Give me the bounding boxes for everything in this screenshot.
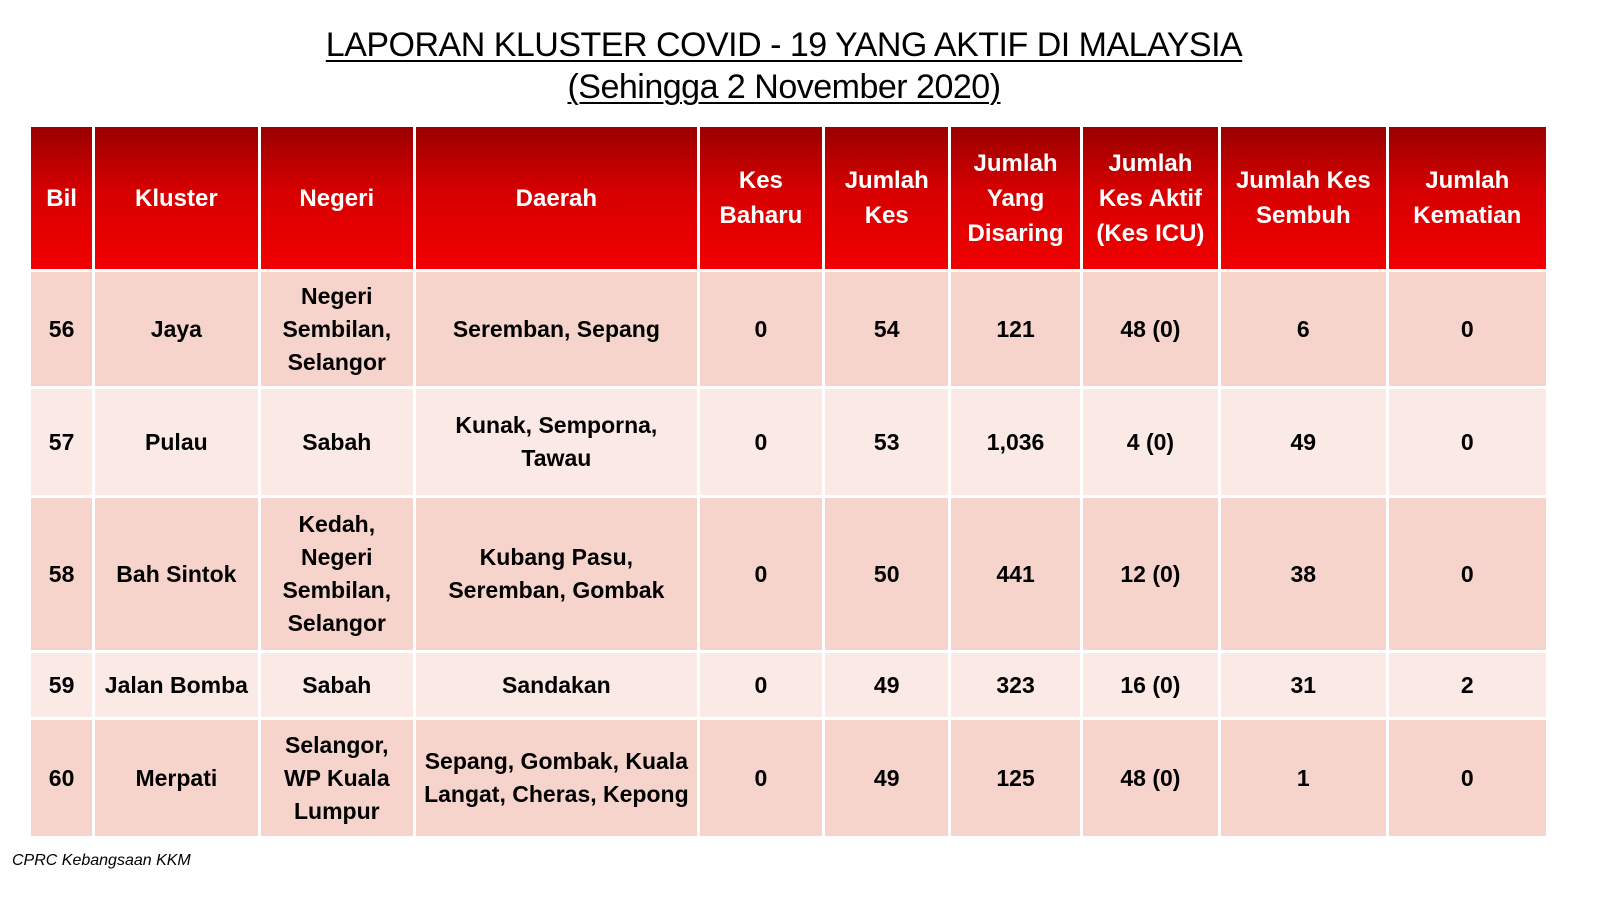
header-kes-sembuh: Jumlah Kes Sembuh xyxy=(1221,127,1385,269)
cell-kes-aktif: 48 (0) xyxy=(1083,272,1218,386)
cell-kluster: Merpati xyxy=(95,720,257,836)
table-row xyxy=(31,389,1546,495)
cell-jumlah-kes: 49 xyxy=(825,720,948,836)
cell-kes-baharu: 0 xyxy=(700,498,822,650)
title-line-2: (Sehingga 2 November 2020) xyxy=(567,68,1001,106)
report-title xyxy=(0,24,1568,108)
cell-jumlah-kes: 49 xyxy=(825,653,948,717)
header-jumlah-disaring: Jumlah Yang Disaring xyxy=(951,127,1079,269)
cell-kes-aktif: 16 (0) xyxy=(1083,653,1218,717)
header-daerah: Daerah xyxy=(416,127,697,269)
cell-kematian: 0 xyxy=(1389,389,1546,495)
cell-daerah: Kunak, Semporna, Tawau xyxy=(416,389,697,495)
cell-negeri: Kedah, Negeri Sembilan, Selangor xyxy=(261,498,413,650)
cell-kes-aktif: 48 (0) xyxy=(1083,720,1218,836)
cell-jumlah-disaring: 1,036 xyxy=(951,389,1079,495)
cell-jumlah-disaring: 125 xyxy=(951,720,1079,836)
cluster-table xyxy=(28,124,1549,839)
cell-negeri: Sabah xyxy=(261,389,413,495)
header-bil: Bil xyxy=(31,127,92,269)
cell-kematian: 0 xyxy=(1389,272,1546,386)
cell-daerah: Seremban, Sepang xyxy=(416,272,697,386)
cell-bil: 59 xyxy=(31,653,92,717)
header-kes-aktif: Jumlah Kes Aktif (Kes ICU) xyxy=(1083,127,1218,269)
cell-kluster: Jaya xyxy=(95,272,257,386)
cell-negeri: Negeri Sembilan, Selangor xyxy=(261,272,413,386)
cell-daerah: Kubang Pasu, Seremban, Gombak xyxy=(416,498,697,650)
cell-bil: 56 xyxy=(31,272,92,386)
cell-jumlah-kes: 50 xyxy=(825,498,948,650)
header-kluster: Kluster xyxy=(95,127,257,269)
cell-jumlah-disaring: 441 xyxy=(951,498,1079,650)
table-row xyxy=(31,720,1546,836)
cell-kematian: 0 xyxy=(1389,720,1546,836)
cell-daerah: Sepang, Gombak, Kuala Langat, Cheras, Kepong xyxy=(416,720,697,836)
header-row xyxy=(31,127,1546,269)
header-kes-baharu: Kes Baharu xyxy=(700,127,822,269)
header-kematian: Jumlah Kematian xyxy=(1389,127,1546,269)
header-negeri: Negeri xyxy=(261,127,413,269)
cell-kes-baharu: 0 xyxy=(700,389,822,495)
cell-daerah: Sandakan xyxy=(416,653,697,717)
cell-jumlah-kes: 54 xyxy=(825,272,948,386)
source-footer: CPRC Kebangsaan KKM xyxy=(12,852,191,869)
cell-kes-baharu: 0 xyxy=(700,720,822,836)
cell-kluster: Bah Sintok xyxy=(95,498,257,650)
table-row xyxy=(31,498,1546,650)
cell-bil: 60 xyxy=(31,720,92,836)
cell-kluster: Jalan Bomba xyxy=(95,653,257,717)
cell-negeri: Sabah xyxy=(261,653,413,717)
cell-jumlah-disaring: 323 xyxy=(951,653,1079,717)
title-line-1: LAPORAN KLUSTER COVID - 19 YANG AKTIF DI MALAYSIA xyxy=(325,26,1243,64)
cell-kes-aktif: 4 (0) xyxy=(1083,389,1218,495)
cell-kes-baharu: 0 xyxy=(700,653,822,717)
header-jumlah-kes: Jumlah Kes xyxy=(825,127,948,269)
cell-jumlah-kes: 53 xyxy=(825,389,948,495)
cell-kes-sembuh: 1 xyxy=(1221,720,1385,836)
table-row xyxy=(31,272,1546,386)
cell-kes-aktif: 12 (0) xyxy=(1083,498,1218,650)
cell-bil: 57 xyxy=(31,389,92,495)
cell-kes-sembuh: 49 xyxy=(1221,389,1385,495)
cell-kes-sembuh: 6 xyxy=(1221,272,1385,386)
cell-kluster: Pulau xyxy=(95,389,257,495)
cell-negeri: Selangor, WP Kuala Lumpur xyxy=(261,720,413,836)
table-row xyxy=(31,653,1546,717)
cell-kes-sembuh: 31 xyxy=(1221,653,1385,717)
cell-kes-baharu: 0 xyxy=(700,272,822,386)
cell-kematian: 0 xyxy=(1389,498,1546,650)
cell-kes-sembuh: 38 xyxy=(1221,498,1385,650)
cell-kematian: 2 xyxy=(1389,653,1546,717)
cell-jumlah-disaring: 121 xyxy=(951,272,1079,386)
cell-bil: 58 xyxy=(31,498,92,650)
